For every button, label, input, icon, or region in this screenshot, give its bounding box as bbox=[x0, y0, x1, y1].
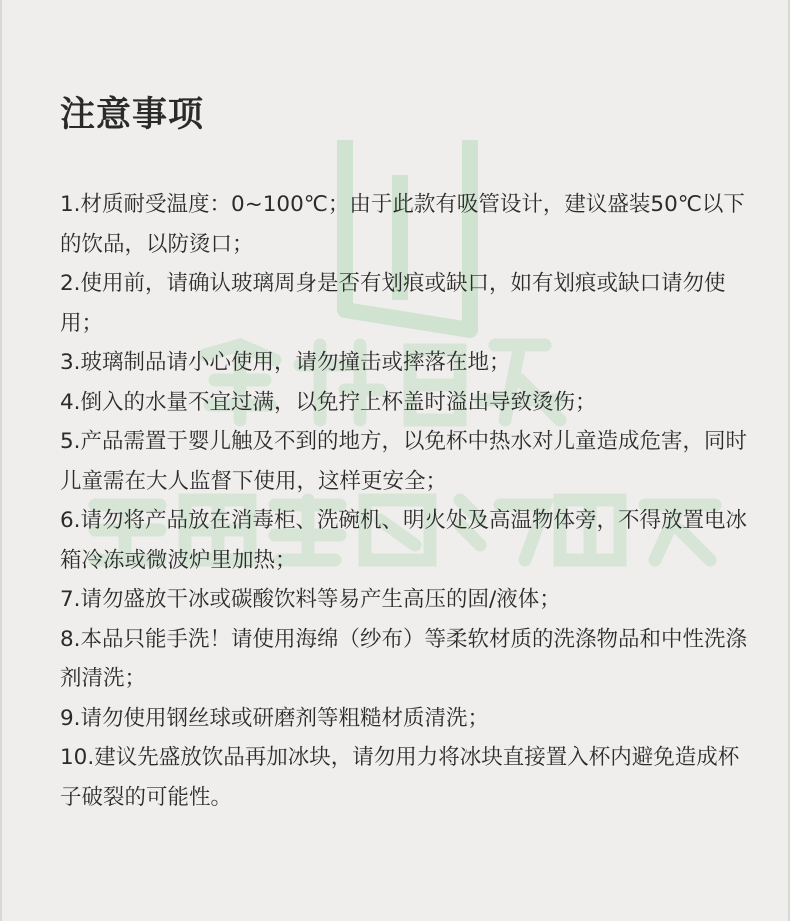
notice-list bbox=[60, 185, 750, 817]
list-item: 6.请勿将产品放在消毒柜、洗碗机、明火处及高温物体旁，不得放置电冰箱冷冻或微波炉里加热； bbox=[60, 508, 748, 573]
list-item: 8.本品只能手洗！请使用海绵（纱布）等柔软材质的洗涤物品和中性洗涤剂清洗； bbox=[60, 626, 748, 691]
list-item: 3.玻璃制品请小心使用，请勿撞击或摔落在地； bbox=[60, 350, 511, 375]
list-item: 1.材质耐受温度：0~100℃；由于此款有吸管设计，建议盛装50℃以下的饮品，以防烫口； bbox=[60, 192, 745, 257]
list-item: 10.建议先盛放饮品再加冰块，请勿用力将冰块直接置入杯内避免造成杯子破裂的可能性。 bbox=[60, 745, 740, 810]
list-item: 2.使用前，请确认玻璃周身是否有划痕或缺口，如有划痕或缺口请勿使用； bbox=[60, 271, 726, 336]
list-item: 9.请勿使用钢丝球或研磨剂等粗糙材质清洗； bbox=[60, 705, 490, 731]
page-title: 注意事项 bbox=[60, 95, 205, 135]
list-item: 5.产品需置于婴儿触及不到的地方，以免杯中热水对儿童造成危害，同时儿童需在大人监督下使用，这样更安全； bbox=[60, 429, 748, 494]
list-item: 7.请勿盛放干冰或碳酸饮料等易产生高压的固/液体； bbox=[60, 587, 561, 612]
list-item: 4.倒入的水量不宜过满，以免拧上杯盖时溢出导致烫伤； bbox=[60, 389, 597, 415]
